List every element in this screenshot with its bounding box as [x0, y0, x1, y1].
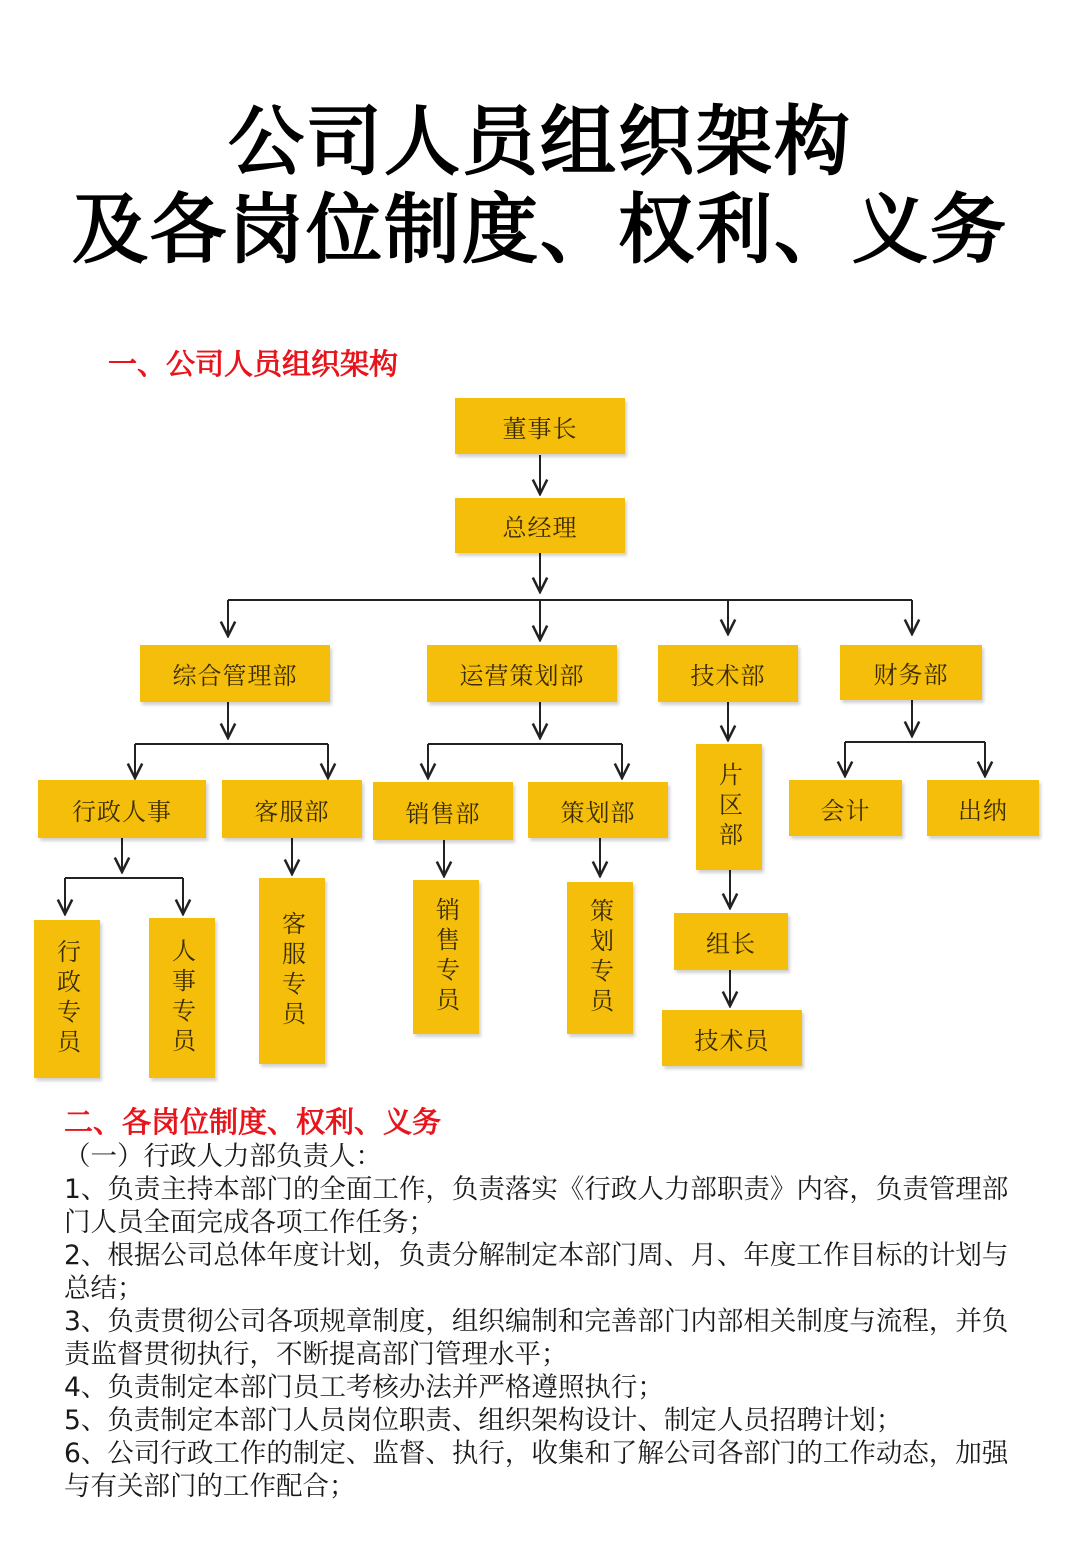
org-box-cashier	[927, 780, 1039, 836]
page-title-line2: 及各岗位制度、权利、义务	[72, 185, 1008, 274]
org-label-gm: 总经理	[502, 514, 578, 542]
section2-body	[64, 1140, 1024, 1503]
org-box-gm	[455, 498, 625, 553]
org-box-hr-specialist	[149, 918, 215, 1078]
org-label-accounting: 会计	[820, 796, 871, 825]
org-label-technician: 技术员	[694, 1026, 770, 1055]
section1-heading: 一、公司人员组织架构	[108, 347, 399, 381]
org-label-cs-specialist: 客服专员	[277, 911, 306, 1031]
duty-item-5: 5、负责制定本部门人员岗位职责、组织架构设计、制定人员招聘计划；	[64, 1405, 903, 1436]
duty-item-1: 1、负责主持本部门的全面工作，负责落实《行政人力部职责》内容，负责管理部门人员全面完成各项工作任务；	[64, 1174, 1009, 1238]
org-box-sales-specialist	[413, 880, 479, 1034]
org-label-sales: 销售部	[405, 799, 481, 828]
org-box-dept-tech	[658, 645, 798, 702]
org-label-team-leader: 组长	[706, 930, 756, 958]
org-label-dept-tech: 技术部	[690, 662, 766, 690]
org-box-team-leader	[674, 913, 788, 970]
org-box-admin-specialist	[34, 920, 100, 1078]
duty-item-3: 3、负责贯彻公司各项规章制度，组织编制和完善部门内部相关制度与流程，并负责监督贯彻执行，不断提高部门管理水平；	[64, 1306, 1009, 1370]
org-box-dept-admin	[140, 645, 330, 702]
org-label-planning-specialist: 策划专员	[585, 898, 614, 1018]
org-label-dept-ops: 运营策划部	[459, 662, 585, 690]
org-box-technician	[662, 1010, 802, 1066]
org-box-cs-specialist	[259, 878, 325, 1064]
org-label-hr-specialist: 人事专员	[167, 938, 196, 1058]
org-label-chairman: 董事长	[502, 414, 578, 443]
section2-subheading: （一）行政人力部负责人：	[64, 1141, 382, 1172]
org-label-dept-admin: 综合管理部	[172, 662, 298, 690]
org-label-cashier: 出纳	[958, 796, 1008, 825]
duty-item-2: 2、根据公司总体年度计划，负责分解制定本部门周、月、年度工作目标的计划与总结；	[64, 1240, 1009, 1304]
org-label-dept-finance: 财务部	[873, 661, 949, 689]
org-box-planning-specialist	[567, 882, 633, 1034]
org-label-sales-specialist: 销售专员	[431, 897, 460, 1017]
org-box-dept-ops	[427, 645, 617, 702]
org-box-customer-service	[222, 780, 362, 838]
org-box-chairman	[455, 398, 625, 454]
duty-item-6: 6、公司行政工作的制定、监督、执行，收集和了解公司各部门的工作动态，加强与有关部门的工作配合；	[64, 1438, 1009, 1502]
org-label-area: 片区部	[714, 762, 743, 852]
org-label-admin-specialist: 行政专员	[52, 939, 81, 1059]
org-box-accounting	[789, 780, 902, 836]
page-title-line1: 公司人员组织架构	[228, 97, 852, 186]
duty-item-4: 4、负责制定本部门员工考核办法并严格遵照执行；	[64, 1372, 664, 1403]
org-label-customer-service: 客服部	[254, 797, 330, 826]
org-label-planning: 策划部	[560, 798, 636, 827]
section2-heading: 二、各岗位制度、权利、义务	[64, 1105, 442, 1139]
org-box-admin-hr	[38, 780, 206, 838]
org-box-sales	[373, 782, 513, 840]
org-label-admin-hr: 行政人事	[72, 797, 172, 826]
org-box-area	[696, 744, 762, 870]
org-box-dept-finance	[840, 645, 982, 700]
org-box-planning	[528, 782, 668, 838]
